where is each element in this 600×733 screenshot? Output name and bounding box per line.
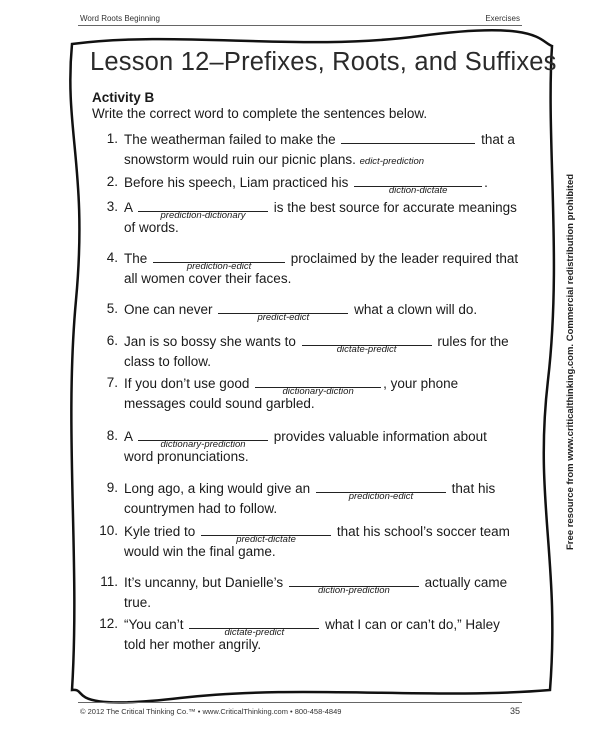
- lesson-title: Lesson 12–Prefixes, Roots, and Suffixes: [90, 48, 557, 76]
- word-choice-hint: dictionary-diction: [282, 386, 354, 397]
- answer-blank[interactable]: [189, 614, 319, 638]
- word-choice-hint: prediction-edict: [186, 261, 252, 272]
- word-choice-hint: dictionary-prediction: [160, 439, 246, 450]
- answer-blank[interactable]: [218, 299, 348, 323]
- word-choice-hint: diction-prediction: [317, 585, 390, 596]
- word-choice-hint: diction-dictate: [388, 185, 448, 196]
- answer-blank[interactable]: [201, 521, 331, 545]
- answer-blank[interactable]: [153, 248, 285, 272]
- answer-blank[interactable]: [255, 373, 381, 397]
- answer-blank[interactable]: [316, 478, 446, 502]
- activity-title: Activity B: [92, 90, 155, 105]
- answer-blank[interactable]: [138, 426, 268, 450]
- footer-copyright: © 2012 The Critical Thinking Co.™ • www.CriticalThinking.com • 800-458-4849: [80, 707, 342, 716]
- activity-instructions: Write the correct word to complete the sentences below.: [92, 106, 428, 121]
- running-header-left: Word Roots Beginning: [80, 14, 160, 23]
- word-choice-hint: edict-prediction: [359, 156, 425, 167]
- copyright-side-note: Free resource from www.criticalthinking.com. Commercial redistribution prohibited: [565, 173, 576, 550]
- word-choice-hint: dictate-predict: [336, 344, 397, 355]
- answer-blank[interactable]: [341, 129, 475, 144]
- page-number: 35: [509, 706, 520, 716]
- word-choice-hint: dictate-predict: [224, 627, 285, 638]
- word-choice-hint: predict-dictate: [236, 534, 296, 545]
- word-choice-hint: prediction-edict: [348, 491, 414, 502]
- word-choice-hint: prediction-dictionary: [160, 210, 246, 221]
- word-choice-hint: predict-edict: [257, 312, 310, 323]
- header-rule: [78, 25, 522, 26]
- running-header-right: Exercises: [485, 14, 520, 23]
- answer-blank[interactable]: [289, 572, 419, 596]
- answer-blank[interactable]: [354, 172, 482, 196]
- footer-rule: [78, 702, 522, 703]
- answer-blank[interactable]: [138, 197, 268, 221]
- answer-blank[interactable]: [302, 331, 432, 355]
